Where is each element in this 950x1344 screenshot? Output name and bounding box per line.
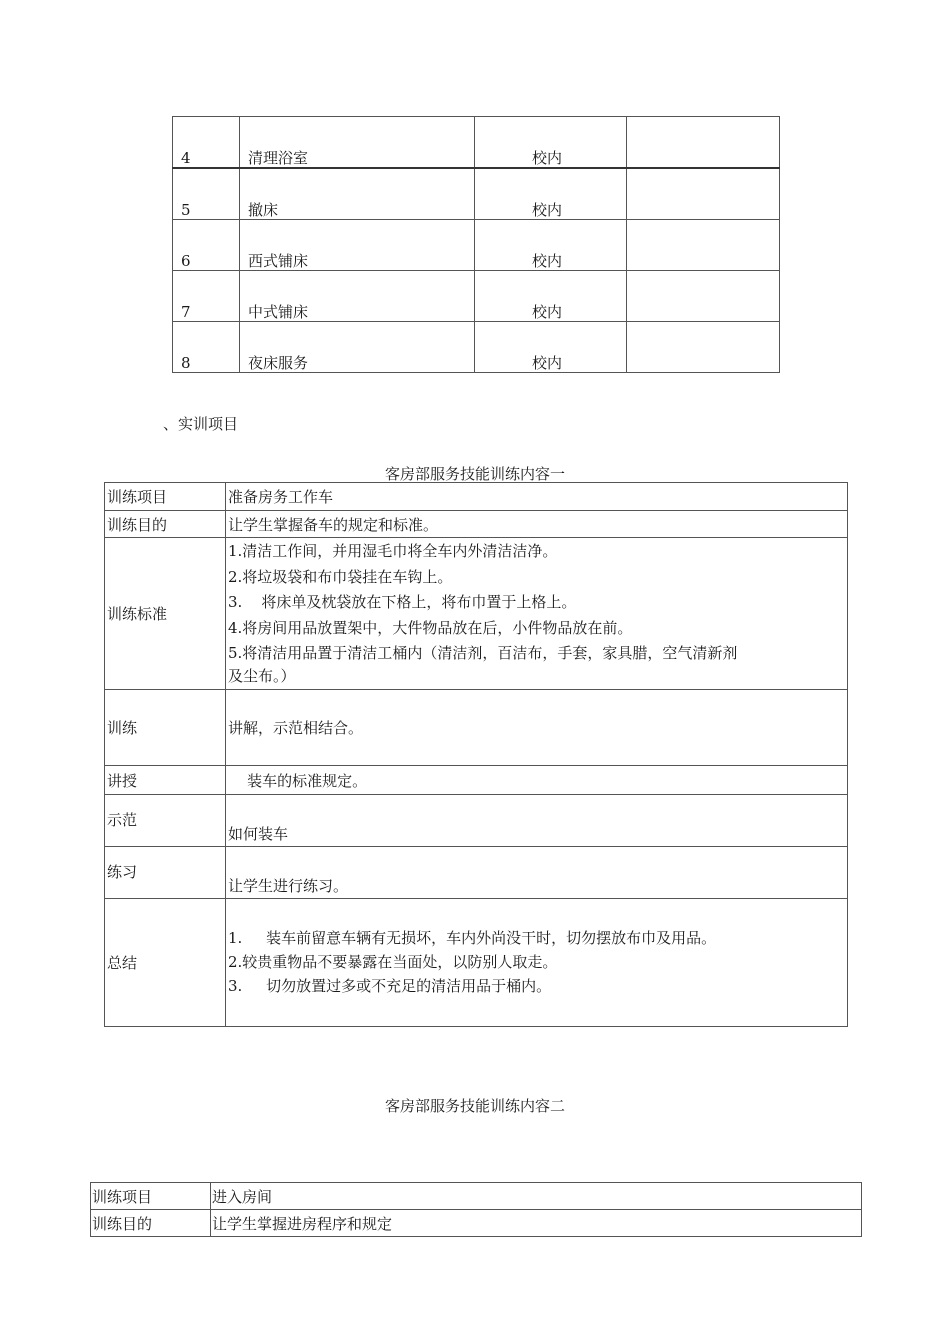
goal-value: 让学生掌握备车的规定和标准。 <box>226 511 848 538</box>
cell-num <box>173 271 240 322</box>
cell-place <box>475 117 627 169</box>
table-row <box>173 117 780 169</box>
cell-num-text: 6 <box>181 252 191 270</box>
project-value: 进入房间 <box>211 1183 862 1210</box>
cell-item-text: 清理浴室 <box>248 149 309 167</box>
summary-line: 2.较贵重物品不要暴露在当面处，以防别人取走。 <box>228 953 558 971</box>
goal-value: 让学生掌握进房程序和规定 <box>211 1210 862 1237</box>
table2-caption: 客房部服务技能训练内容二 <box>384 1097 565 1115</box>
summary-line: 3. 切勿放置过多或不充足的清洁用品于桶内。 <box>228 977 552 995</box>
goal-label: 训练目的 <box>91 1210 211 1237</box>
project-label: 训练项目 <box>105 483 226 511</box>
cell-place <box>475 220 627 271</box>
table-row <box>173 322 780 373</box>
training-value: 讲解，示范相结合。 <box>226 690 848 766</box>
cell-num-text: 8 <box>181 354 191 372</box>
summary-label: 总结 <box>105 899 226 1027</box>
cell-num <box>173 220 240 271</box>
cell-place-text: 校内 <box>532 149 563 167</box>
cell-num <box>173 117 240 169</box>
cell-num-text: 7 <box>181 303 191 321</box>
cell-item <box>240 322 475 373</box>
cell-item <box>240 168 475 220</box>
demo-label: 示范 <box>105 795 226 847</box>
table1-caption: 客房部服务技能训练内容一 <box>384 465 565 483</box>
table-row <box>173 220 780 271</box>
cell-item <box>240 220 475 271</box>
standard-label: 训练标准 <box>105 538 226 690</box>
cell-place <box>475 168 627 220</box>
project-value: 准备房务工作车 <box>226 483 848 511</box>
cell-num-text: 5 <box>181 201 191 219</box>
lecture-label: 讲授 <box>105 766 226 795</box>
standard-line: 1.清洁工作间，并用湿毛巾将全车内外清洁洁净。 <box>228 542 558 560</box>
lecture-value: 装车的标准规定。 <box>226 766 848 795</box>
cell-note <box>627 271 780 322</box>
standard-line: 2.将垃圾袋和布巾袋挂在车钩上。 <box>228 567 453 586</box>
standard-line: 3. 将床单及枕袋放在下格上，将布巾置于上格上。 <box>228 593 577 611</box>
cell-item-text: 中式铺床 <box>248 303 309 321</box>
cell-num-text: 4 <box>181 149 191 167</box>
training-label: 训练 <box>105 690 226 766</box>
cell-place-text: 校内 <box>532 201 563 219</box>
project-label: 训练项目 <box>91 1183 211 1210</box>
summary-line: 1. 装车前留意车辆有无损坏，车内外尚没干时，切勿摆放布巾及用品。 <box>228 929 717 947</box>
training-table-1 <box>104 482 848 1027</box>
cell-note <box>627 220 780 271</box>
cell-item <box>240 117 475 169</box>
cell-place-text: 校内 <box>532 252 563 270</box>
cell-note <box>627 117 780 169</box>
cell-num <box>173 322 240 373</box>
cell-num <box>173 168 240 220</box>
standard-line: 及尘布。） <box>228 666 296 685</box>
summary-value <box>226 899 848 1027</box>
cell-place-text: 校内 <box>532 303 563 321</box>
table-row <box>173 271 780 322</box>
table-row <box>173 168 780 220</box>
standard-line: 4.将房间用品放置架中，大件物品放在后，小件物品放在前。 <box>228 618 633 637</box>
cell-note <box>627 322 780 373</box>
cell-item <box>240 271 475 322</box>
cell-item-text: 西式铺床 <box>248 252 309 270</box>
cell-item-text: 夜床服务 <box>248 354 309 372</box>
standard-value <box>226 538 848 690</box>
standard-line: 5.将清洁用品置于清洁工桶内（清洁剂，百洁布，手套，家具腊，空气清新剂 <box>228 644 738 662</box>
cell-place <box>475 271 627 322</box>
cell-place-text: 校内 <box>532 354 563 372</box>
goal-label: 训练目的 <box>105 511 226 538</box>
practice-value: 让学生进行练习。 <box>226 847 848 899</box>
top-table <box>172 116 780 373</box>
cell-item-text: 撤床 <box>248 201 279 219</box>
training-table-2 <box>90 1182 862 1237</box>
section-heading: 、实训项目 <box>163 415 239 433</box>
cell-place <box>475 322 627 373</box>
practice-label: 练习 <box>105 847 226 899</box>
demo-value: 如何装车 <box>226 795 848 847</box>
cell-note <box>627 168 780 220</box>
